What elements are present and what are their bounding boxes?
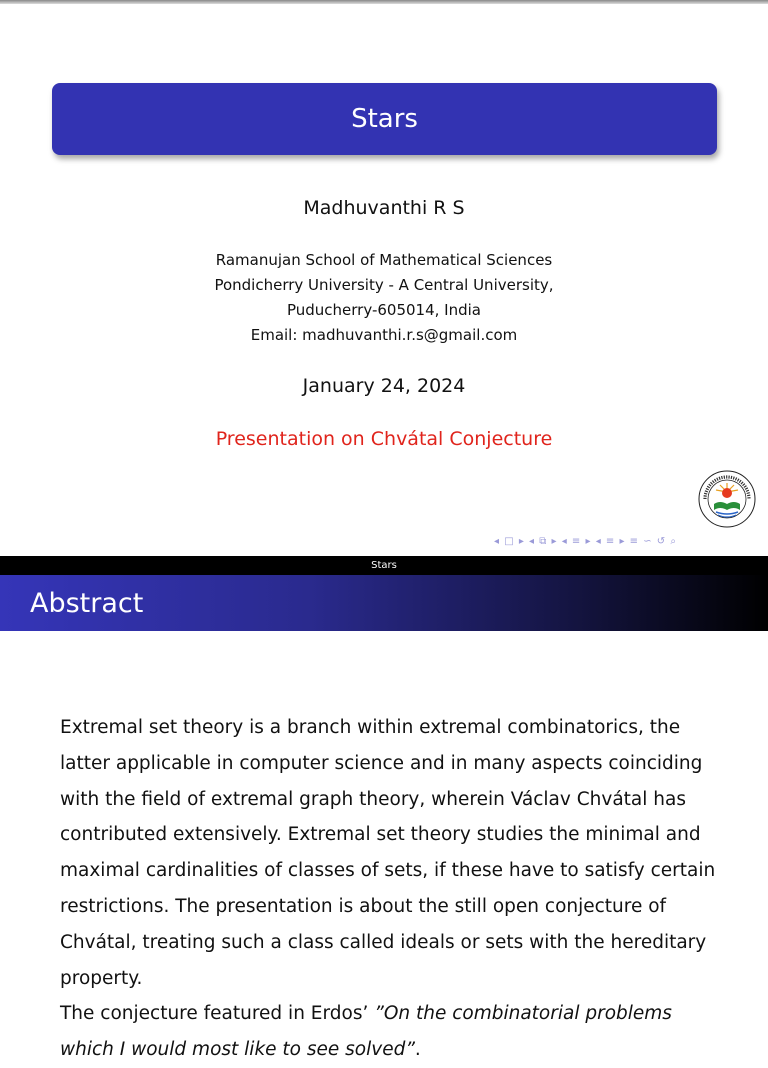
frame-title-bar: [0, 575, 768, 631]
affiliation-line: Pondicherry University - A Central University,: [214, 276, 554, 294]
presentation-subtitle: Presentation on Chvátal Conjecture: [215, 428, 553, 450]
frame-title: Abstract: [30, 587, 144, 619]
slide-header-bar: [0, 556, 768, 575]
abstract-text: [60, 710, 730, 1068]
affiliation-line: Puducherry-605014, India: [286, 301, 481, 319]
header-title: Stars: [371, 560, 397, 571]
author-name: Madhuvanthi R S: [303, 197, 465, 219]
beamer-navigation-bar[interactable]: [494, 536, 677, 547]
slide-title: Stars: [351, 104, 418, 134]
top-border: [0, 0, 768, 4]
erdos-prefix: The conjecture featured in Erdos’: [60, 1003, 375, 1025]
slide-title-box: [52, 83, 717, 155]
affiliation-line: Ramanujan School of Mathematical Sciences: [215, 251, 553, 269]
affiliation-block: [0, 248, 768, 348]
affiliation-email: Email: madhuvanthi.r.s@gmail.com: [250, 326, 518, 344]
erdos-quote: ”On the combinatorial problems which I would most like to see solved”: [60, 1003, 672, 1061]
abstract-paragraph-erdos: [60, 996, 730, 1068]
abstract-paragraph: Extremal set theory is a branch within extremal combinatorics, the latter applicable in computer science and in many aspects coinciding with the field of extremal graph theory, wherein Václav Chvátal has contributed extensively. Extremal set theory studies the minimal and maximal cardinalities of classes of sets, if these have to satisfy certain restrictions. The presentation is about the still open conjecture of Chvátal, treating such a class called ideals or sets with the hereditary property.: [60, 717, 716, 989]
erdos-suffix: .: [414, 1039, 421, 1061]
university-seal-logo: [698, 470, 756, 528]
nav-symbols[interactable]: ◂ □ ▸ ◂ ⧉ ▸ ◂ ≡ ▸ ◂ ≡ ▸ ≡ ∽ ↺ ⌕: [494, 536, 677, 547]
presentation-date: January 24, 2024: [302, 375, 466, 397]
